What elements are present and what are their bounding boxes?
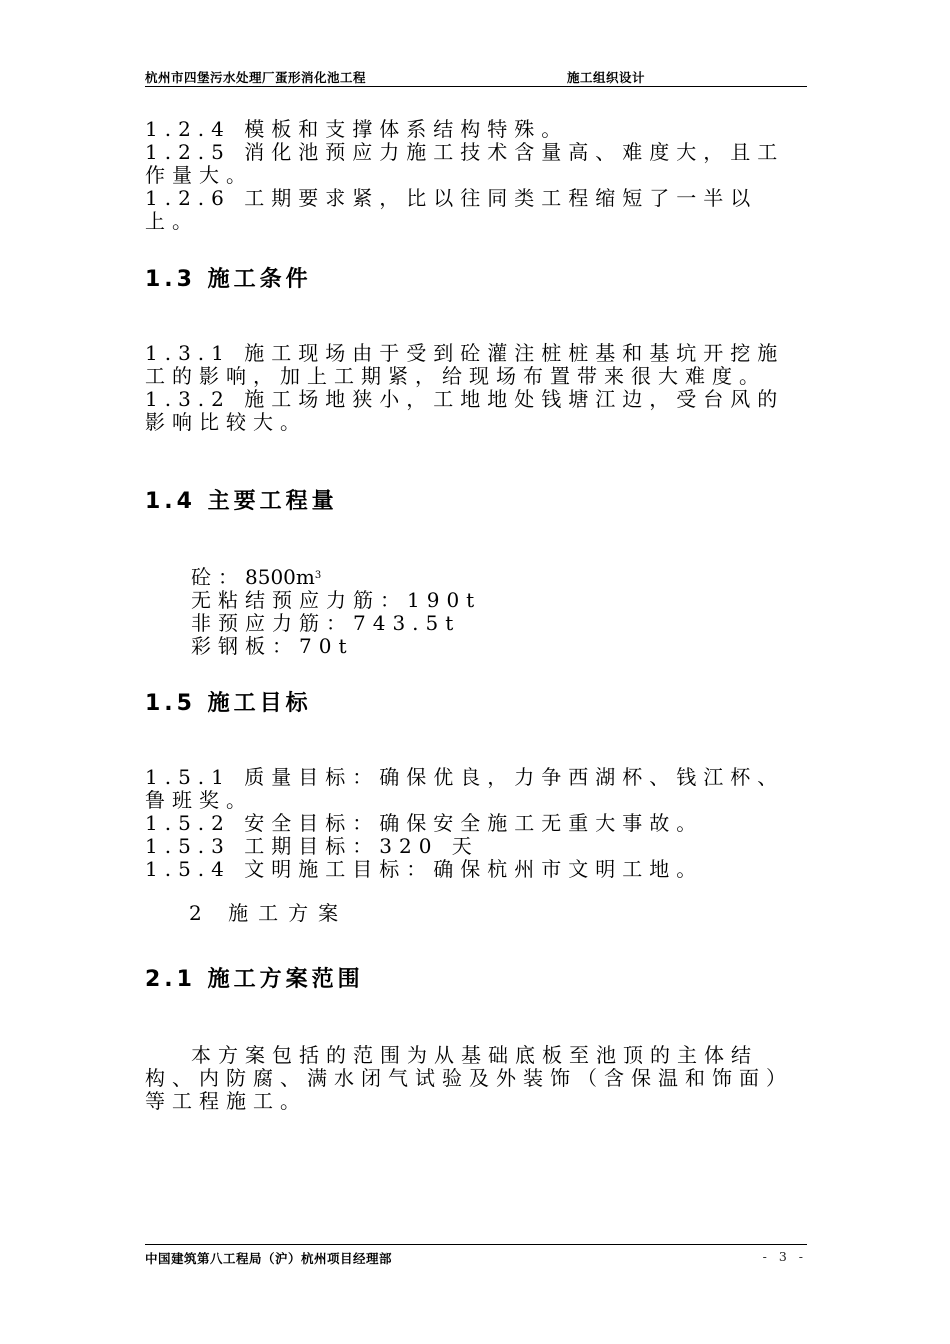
items-1-2 (145, 118, 807, 233)
item-1-2-5: 1.2.5 消化池预应力施工技术含量高、难度大，且工作量大。 (145, 140, 785, 187)
quantity-non-prestressed-rebar: 非预应力筋：743.5t (191, 611, 461, 635)
heading-1-3: 1.3 施工条件 (145, 267, 312, 292)
quantity-color-steel-plate: 彩钢板：70t (191, 634, 354, 658)
item-1-2-6: 1.2.6 工期要求紧，比以往同类工程缩短了一半以上。 (145, 186, 758, 233)
item-1-2-4: 1.2.4 模板和支撑体系结构特殊。 (145, 117, 569, 141)
quantities-list (145, 566, 853, 658)
page-footer (145, 1244, 807, 1267)
scope-paragraph: 本方案包括的范围为从基础底板至池顶的主体结构、内防腐、满水闭气试验及外装饰（含保温和饰面）等工程施工。 (145, 1043, 793, 1113)
item-1-5-4: 1.5.4 文明施工目标：确保杭州市文明工地。 (145, 857, 704, 881)
header-document-type: 施工组织设计 (567, 70, 646, 85)
footer-organization: 中国建筑第八工程局（沪）杭州项目经理部 (145, 1251, 393, 1266)
quantity-concrete-value: 8500m (245, 565, 315, 589)
chapter-2-title: 2 施工方案 (189, 901, 349, 925)
heading-1-5: 1.5 施工目标 (145, 691, 312, 716)
quantity-concrete (191, 566, 853, 589)
item-1-5-3: 1.5.3 工期目标：320 天 (145, 834, 479, 858)
header-project-title: 杭州市四堡污水处理厂蛋形消化池工程 (145, 70, 367, 85)
item-1-3-1: 1.3.1 施工现场由于受到砼灌注桩桩基和基坑开挖施工的影响，加上工期紧，给现场布置带来很大难度。 (145, 341, 785, 388)
quantity-concrete-label: 砼： (191, 565, 245, 589)
item-1-5-1: 1.5.1 质量目标：确保优良，力争西湖杯、钱江杯、鲁班奖。 (145, 765, 785, 812)
heading-1-4: 1.4 主要工程量 (145, 489, 338, 514)
section-1-3-body (145, 342, 807, 434)
page-number: - 3 - (762, 1249, 807, 1264)
quantity-concrete-unit-superscript: 3 (314, 570, 322, 581)
section-1-5-body (145, 766, 807, 881)
quantity-unbonded-tendons: 无粘结预应力筋：190t (191, 588, 482, 612)
page-header (145, 66, 807, 87)
item-1-5-2: 1.5.2 安全目标：确保安全施工无重大事故。 (145, 811, 704, 835)
section-2-1-body (145, 1044, 807, 1113)
item-1-3-2: 1.3.2 施工场地狭小，工地地处钱塘江边，受台风的影响比较大。 (145, 387, 785, 434)
chapter-2-title-block (145, 902, 851, 925)
heading-2-1: 2.1 施工方案范围 (145, 967, 364, 992)
